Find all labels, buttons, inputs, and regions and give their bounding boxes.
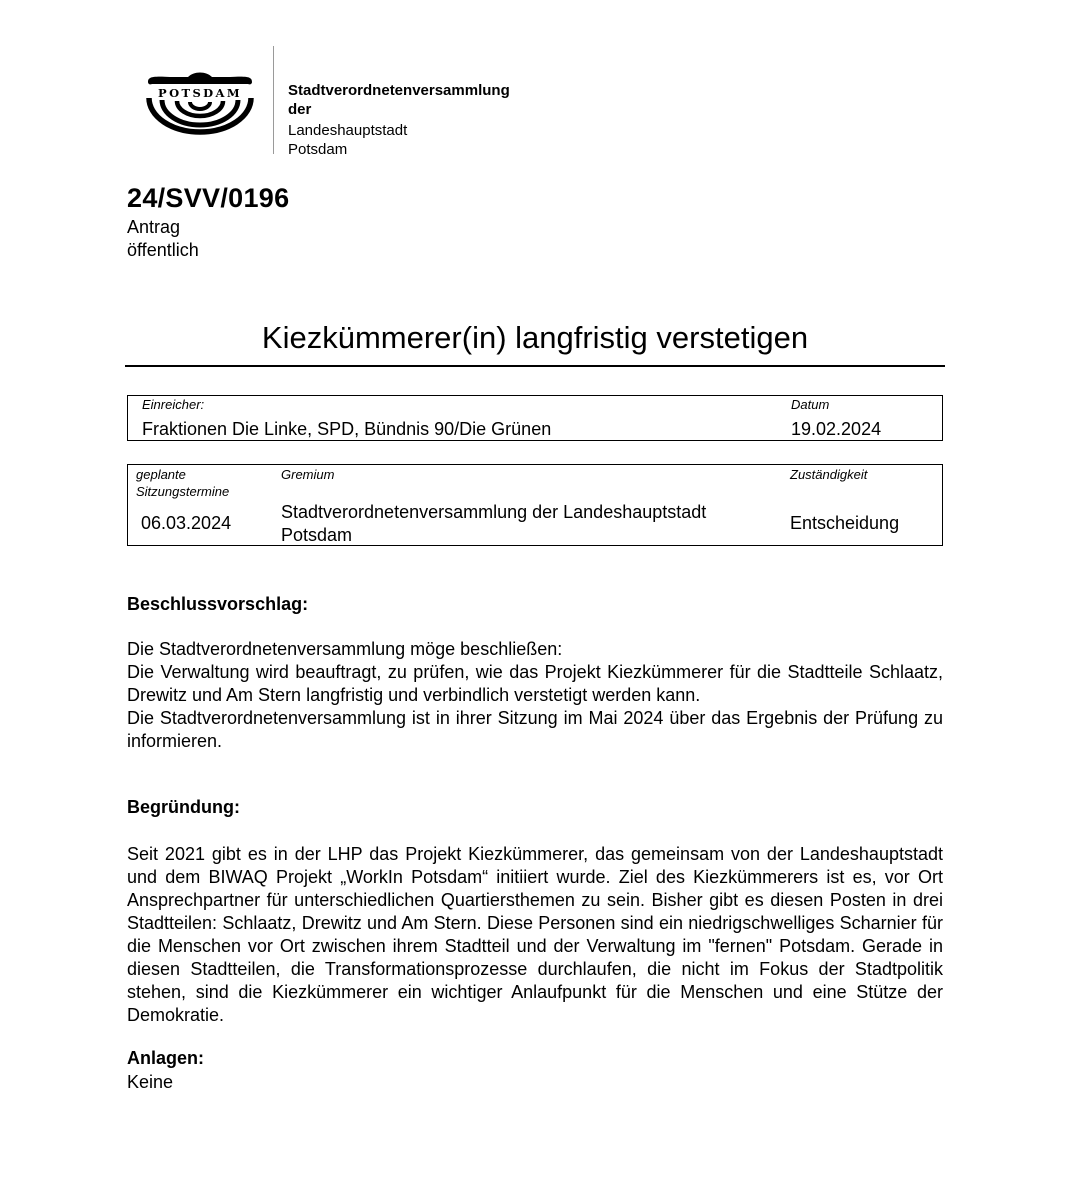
meeting-dates-label-1: geplante bbox=[136, 467, 186, 482]
potsdam-logo bbox=[140, 70, 260, 140]
date-value: 19.02.2024 bbox=[791, 419, 882, 439]
submitter-box bbox=[127, 395, 943, 441]
meeting-dates-label-2: Sitzungstermine bbox=[136, 484, 230, 499]
header-divider bbox=[273, 46, 274, 154]
committee-value-line1: Stadtverordnetenversammlung der Landeshauptstadt bbox=[281, 502, 707, 522]
attachments-heading: Anlagen: bbox=[127, 1048, 205, 1068]
document-type: Antrag bbox=[127, 217, 181, 237]
committee-label: Gremium bbox=[281, 467, 335, 482]
document-title: Kiezkümmerer(in) langfristig verstetigen bbox=[261, 320, 809, 355]
responsibility-value: Entscheidung bbox=[790, 513, 900, 533]
responsibility-label: Zuständigkeit bbox=[790, 467, 868, 482]
org-name-line2: der bbox=[288, 101, 312, 118]
proposal-heading: Beschlussvorschlag: bbox=[127, 594, 309, 614]
document-visibility: öffentlich bbox=[127, 240, 199, 260]
org-name-line4: Potsdam bbox=[288, 141, 348, 158]
logo-wordmark: POTSDAM bbox=[158, 86, 242, 100]
reasoning-heading: Begründung: bbox=[127, 797, 240, 817]
proposal-paragraph-2: Die Stadtverordnetenversammlung ist in ihrer Sitzung im Mai 2024 über das Ergebnis der Prüfung zu informieren. bbox=[127, 708, 943, 751]
document-number: 24/SVV/0196 bbox=[127, 183, 290, 213]
committee-value-line2: Potsdam bbox=[281, 525, 353, 545]
attachments-value: Keine bbox=[127, 1072, 174, 1092]
date-label: Datum bbox=[791, 397, 830, 412]
submitter-value: Fraktionen Die Linke, SPD, Bündnis 90/Die Grünen bbox=[142, 419, 552, 439]
reasoning-body bbox=[127, 843, 943, 1027]
title-underline bbox=[125, 365, 945, 367]
proposal-body bbox=[127, 638, 943, 753]
meeting-box bbox=[127, 464, 943, 546]
org-name-line1: Stadtverordnetenversammlung bbox=[288, 82, 510, 99]
org-name-line3: Landeshauptstadt bbox=[288, 122, 408, 139]
meeting-date-value: 06.03.2024 bbox=[141, 513, 232, 533]
submitter-label: Einreicher: bbox=[142, 397, 205, 412]
proposal-intro: Die Stadtverordnetenversammlung möge beschließen: bbox=[127, 639, 563, 659]
proposal-paragraph-1: Die Verwaltung wird beauftragt, zu prüfen, wie das Projekt Kiezkümmerer für die Stadtteile Schlaatz, Drewitz und Am Stern langfristig und verbindlich verstetigt werden kann. bbox=[127, 662, 943, 705]
reasoning-paragraph: Seit 2021 gibt es in der LHP das Projekt Kiezkümmerer, das gemeinsam von der Landeshauptstadt und dem BIWAQ Projekt „WorkIn Potsdam“ initiiert wurde. Ziel des Kiezkümmerers ist es, vor Ort Ansprechpartner für unterschiedlichen Quartiersthemen zu sein. Bisher gibt es diesen Posten in drei Stadtteilen: Schlaatz, Drewitz und Am Stern. Diese Personen sind ein niedrigschwelliges Scharnier für die Menschen vor Ort zwischen ihrem Stadtteil und der Verwaltung im "fernen" Potsdam. Gerade in diesen Stadtteilen, die Transformationsprozesse durchlaufen, die nicht im Fokus der Stadtpolitik stehen, sind die Kiezkümmerer ein wichtiger Anlaufpunkt für die Menschen und eine Stütze der Demokratie. bbox=[127, 844, 943, 1025]
